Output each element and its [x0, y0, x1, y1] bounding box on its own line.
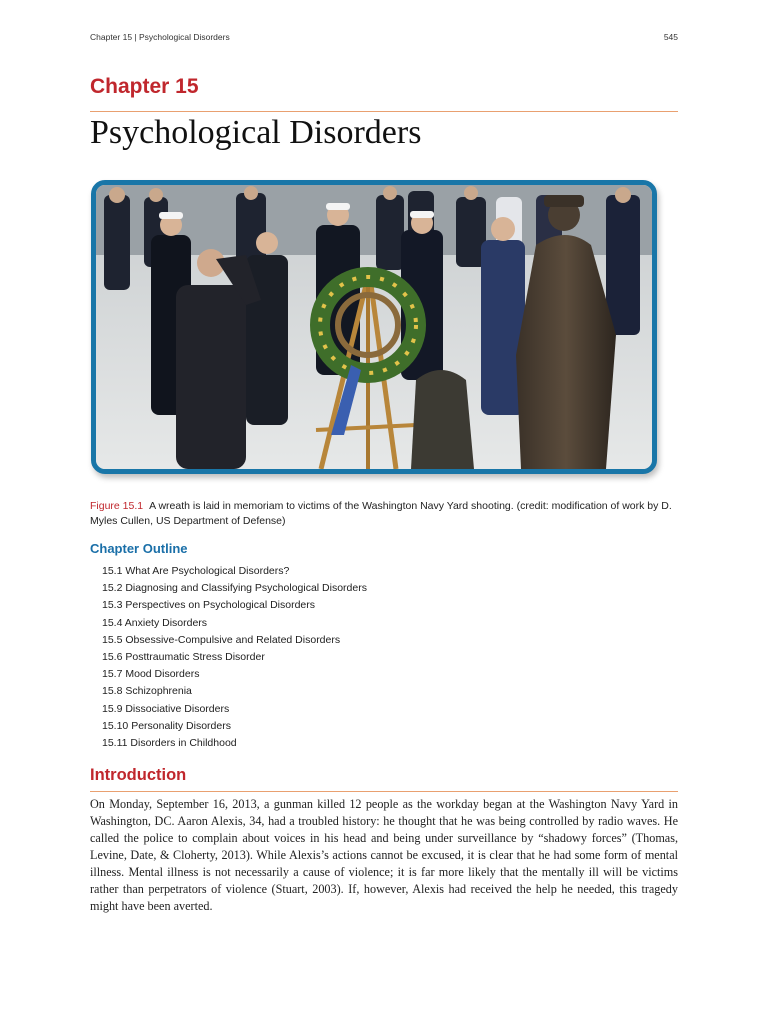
figure-caption-text: A wreath is laid in memoriam to victims of the Washington Navy Yard shooting. (credit: modification of work by D. Myles Cullen, US Department of Defense) [90, 500, 672, 527]
running-header [90, 32, 678, 42]
chapter-outline-list [102, 563, 367, 752]
outline-item[interactable]: 15.5 Obsessive-Compulsive and Related Disorders [102, 633, 341, 646]
outline-item[interactable]: 15.1 What Are Psychological Disorders? [102, 565, 290, 577]
outline-item[interactable]: 15.4 Anxiety Disorders [102, 616, 208, 629]
introduction-heading: Introduction [90, 766, 187, 784]
outline-heading: Chapter Outline [90, 541, 188, 556]
chapter-rule [90, 111, 678, 112]
figure-photo [91, 180, 657, 474]
chapter-title: Psychological Disorders [90, 114, 422, 151]
chapter-label: Chapter 15 [90, 75, 199, 98]
outline-item[interactable]: 15.2 Diagnosing and Classifying Psychological Disorders [102, 582, 367, 595]
outline-item[interactable]: 15.7 Mood Disorders [102, 668, 200, 681]
introduction-rule [90, 791, 678, 792]
figure-number: Figure 15.1 [90, 500, 144, 512]
outline-item[interactable]: 15.11 Disorders in Childhood [102, 737, 237, 750]
outline-item[interactable]: 15.8 Schizophrenia [102, 685, 192, 698]
figure-caption [90, 499, 678, 529]
introduction-paragraph: On Monday, September 16, 2013, a gunman killed 12 people as the workday began at the Washington Navy Yard in Washington, DC. Aaron Alexis, 34, had a troubled history: he thought that he was being controlled by radio waves. He called the police to complain about voices in his head and being under surveillance by “shadowy forces” (Thomas, Levine, Date, & Cloherty, 2013). While Alexis’s actions cannot be excused, it is clear that he had some form of mental illness. Mental illness is not necessarily a cause of violence; it is far more likely that the mentally ill will be victims rather than perpetrators of violence (Stuart, 2003). If, however, Alexis had received the help he needed, this tragedy might have been averted. [90, 797, 678, 913]
memorial-photo-illustration [96, 185, 652, 469]
running-title: Chapter 15 | Psychological Disorders [90, 32, 230, 42]
outline-item[interactable]: 15.10 Personality Disorders [102, 719, 231, 732]
page-number: 545 [663, 32, 678, 42]
outline-item[interactable]: 15.9 Dissociative Disorders [102, 702, 230, 715]
outline-item[interactable]: 15.6 Posttraumatic Stress Disorder [102, 651, 265, 664]
outline-item[interactable]: 15.3 Perspectives on Psychological Disorders [102, 599, 316, 612]
